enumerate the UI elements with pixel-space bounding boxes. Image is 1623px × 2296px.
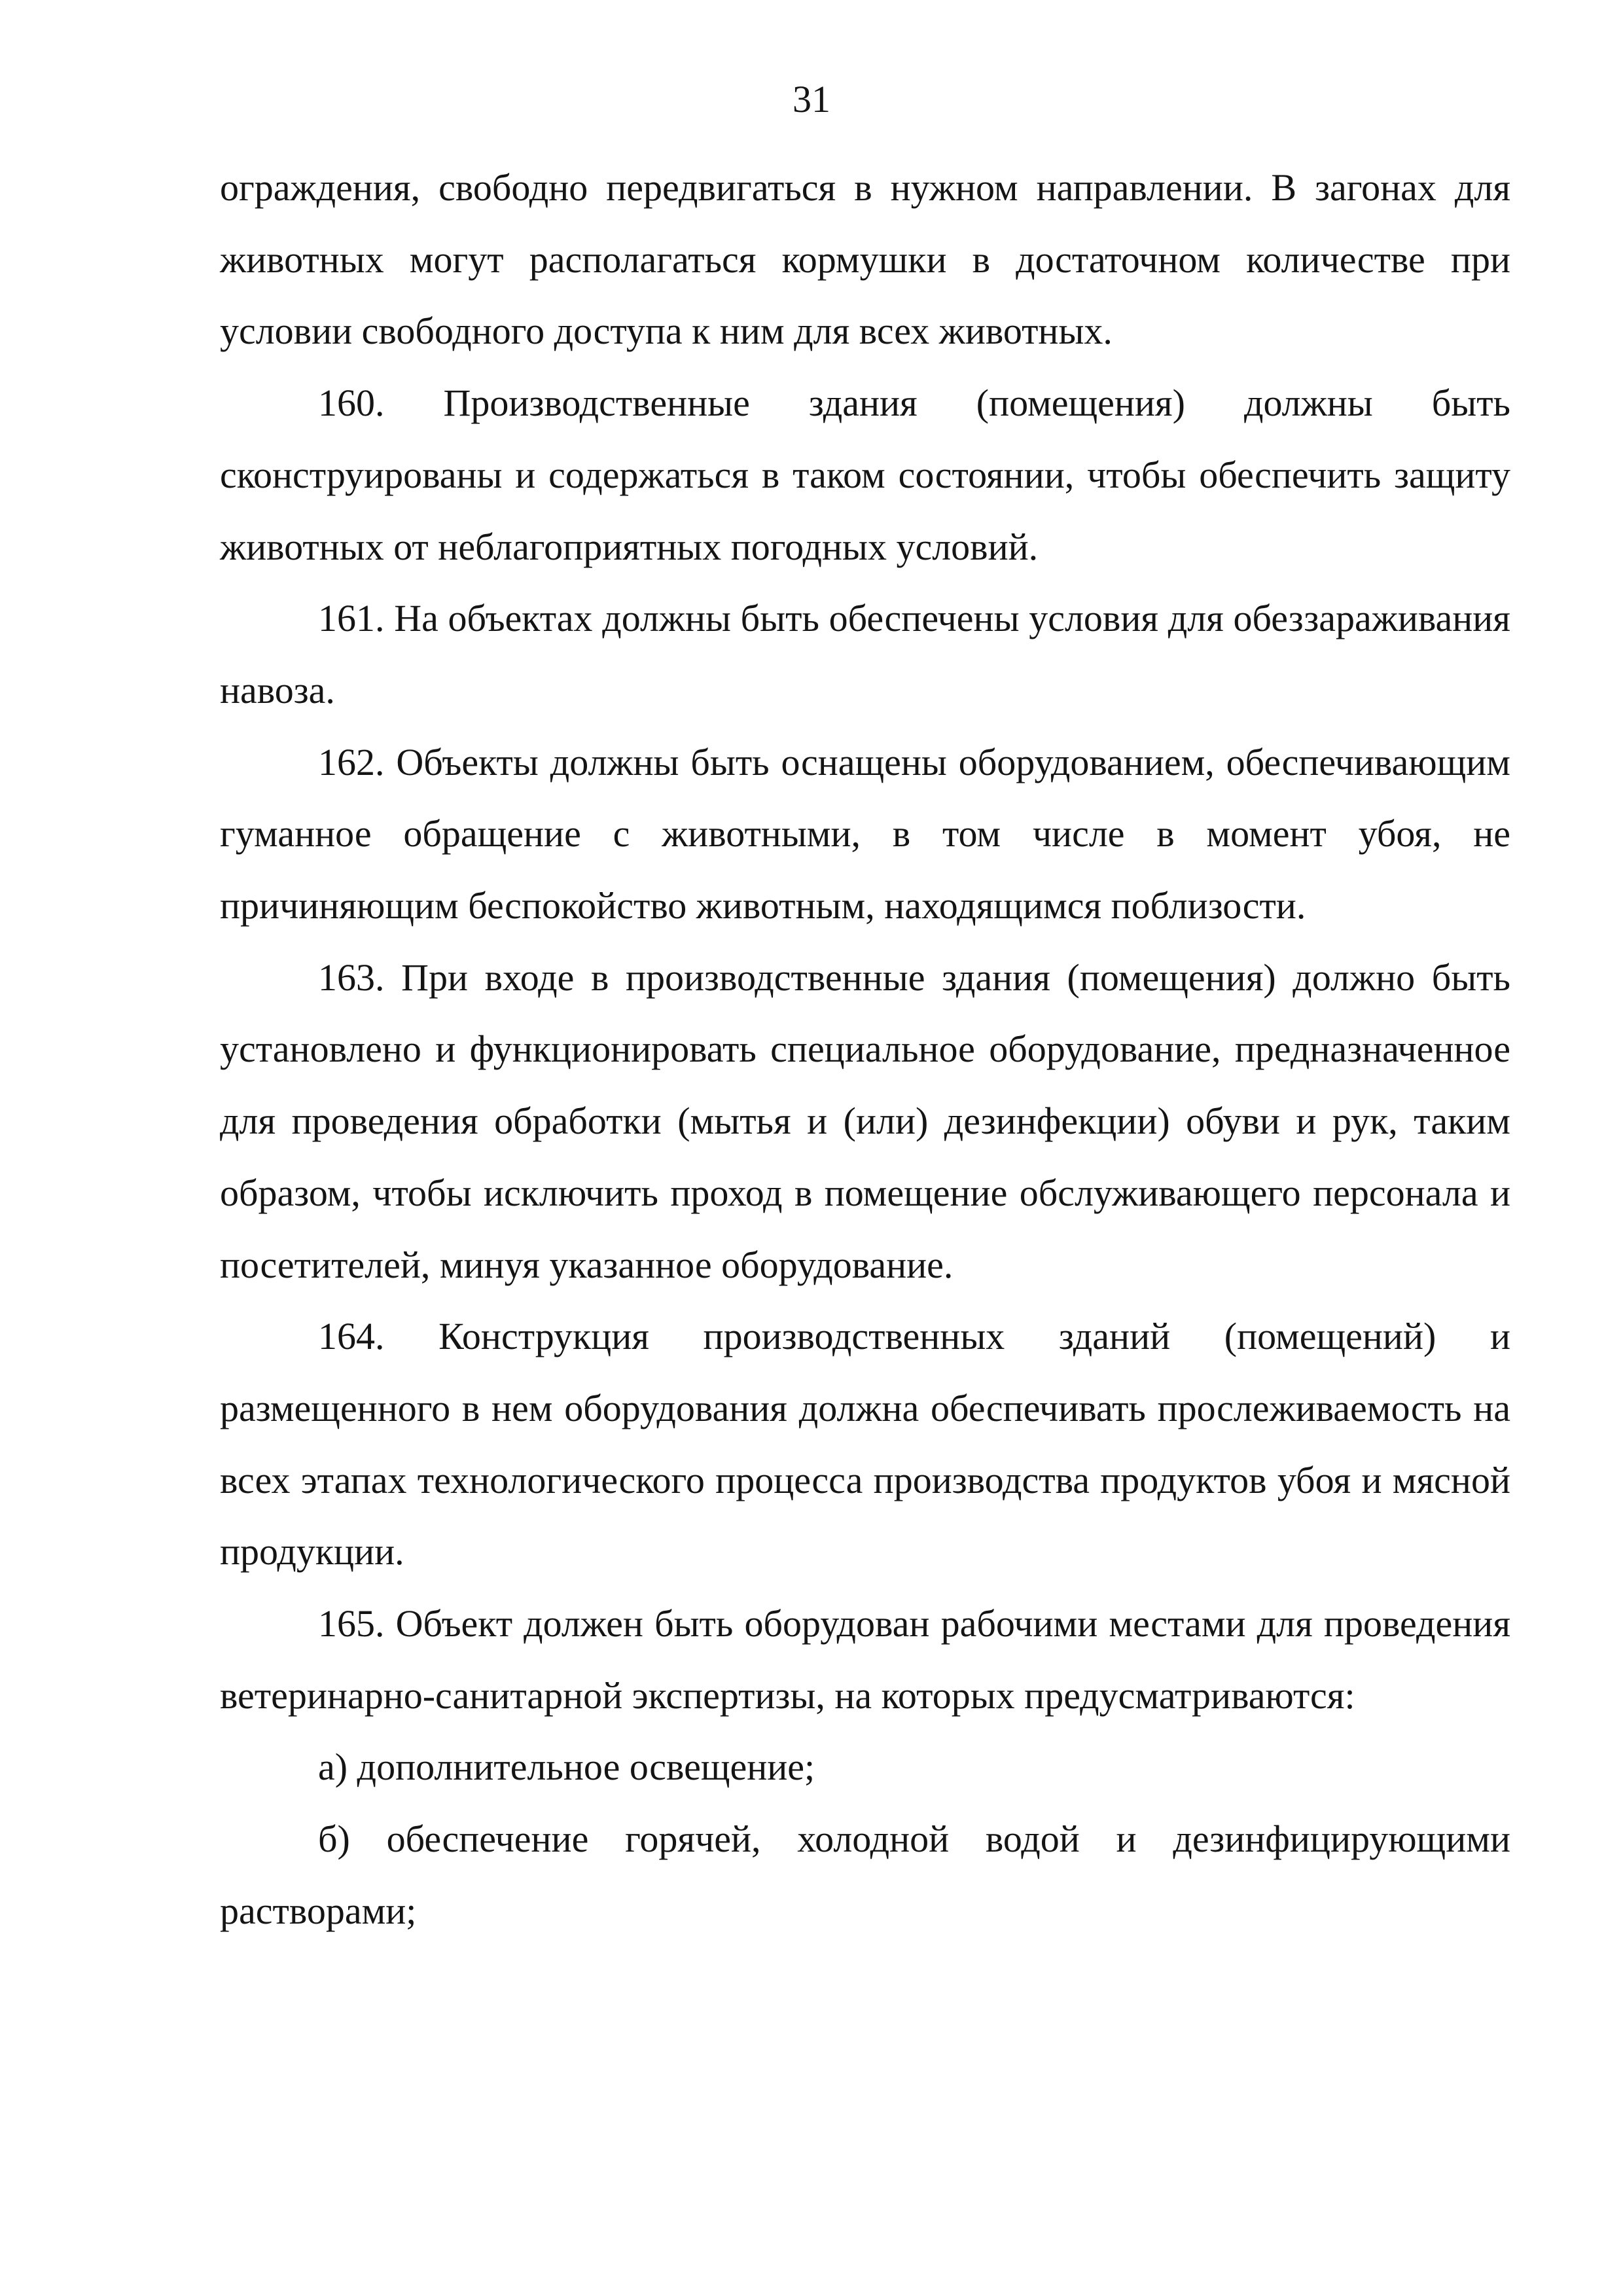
paragraph-163: 163. При входе в производственные здания (помещения) должно быть установлено и функционировать специальное оборудование, предназначенное для проведения обработки (мытья и (или) дезинфекции) обуви и рук, таким образом, чтобы исключить проход в помещение обслуживающего персонала и посетителей, минуя указанное оборудование. xyxy=(220,956,1510,1286)
list-item-a: а) дополнительное освещение; xyxy=(318,1746,815,1789)
paragraph-continuation: ограждения, свободно передвигаться в нужном направлении. В загонах для животных могут располагаться кормушки в достаточном количестве при условии свободного доступа к ним для всех животных. xyxy=(220,166,1510,353)
paragraph-162: 162. Объекты должны быть оснащены оборудованием, обеспечивающим гуманное обращение с животными, в том числе в момент убоя, не причиняющим беспокойство животным, находящимся поблизости. xyxy=(220,740,1510,927)
paragraph-164: 164. Конструкция производственных зданий (помещений) и размещенного в нем оборудования должна обеспечивать прослеживаемость на всех этапах технологического процесса производства продуктов убоя и мясной продукции. xyxy=(220,1315,1510,1573)
paragraph-160: 160. Производственные здания (помещения) должны быть сконструированы и содержаться в таком состоянии, чтобы обеспечить защиту животных от неблагоприятных погодных условий. xyxy=(220,382,1510,568)
document-body xyxy=(220,152,1510,1947)
paragraph-165: 165. Объект должен быть оборудован рабочими местами для проведения ветеринарно-санитарной экспертизы, на которых предусматриваются: xyxy=(220,1602,1510,1717)
paragraph-161: 161. На объектах должны быть обеспечены условия для обеззараживания навоза. xyxy=(220,597,1510,711)
page-number: 31 xyxy=(793,78,830,120)
list-item-b: б) обеспечение горячей, холодной водой и дезинфицирующими растворами; xyxy=(220,1818,1510,1932)
